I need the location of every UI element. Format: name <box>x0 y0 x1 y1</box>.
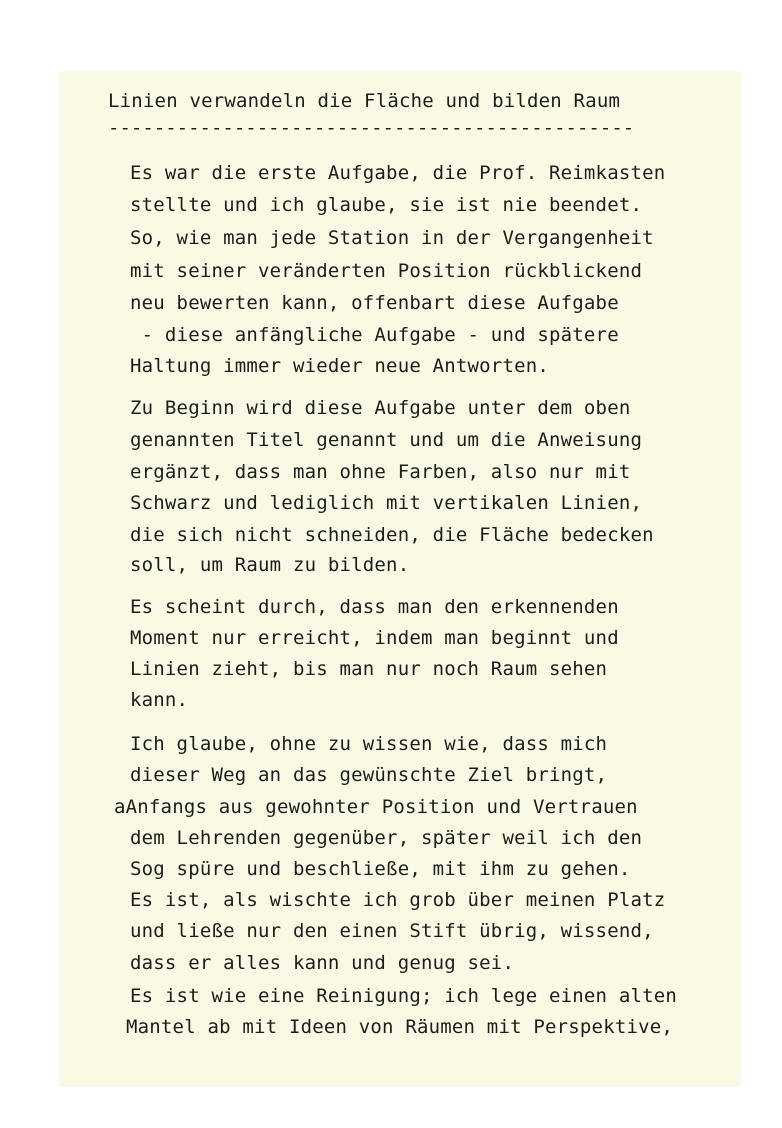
text-line: die sich nicht schneiden, die Fläche bedecken <box>130 524 654 546</box>
text-line: neu bewerten kann, offenbart diese Aufgabe <box>130 292 619 314</box>
text-line: stellte und ich glaube, sie ist nie beendet. <box>130 194 643 216</box>
document-title: Linien verwandeln die Fläche und bilden Raum <box>108 90 621 112</box>
text-line: Es scheint durch, dass man den erkennenden <box>130 596 619 618</box>
text-line: So, wie man jede Station in der Vergangenheit <box>130 227 654 249</box>
title-underline: ---------------------------------------------- <box>108 117 635 139</box>
text-line: Haltung immer wieder neue Antworten. <box>130 355 550 377</box>
text-line: dass er alles kann und genug sei. <box>130 952 515 974</box>
text-line: Zu Beginn wird diese Aufgabe unter dem oben <box>130 397 631 419</box>
text-line: soll, um Raum zu bilden. <box>130 554 410 576</box>
text-line: dem Lehrenden gegenüber, später weil ich den <box>130 827 643 849</box>
text-line: - diese anfängliche Aufgabe - und spätere <box>130 324 619 346</box>
text-line: Schwarz und lediglich mit vertikalen Linien, <box>130 492 643 514</box>
text-line: Sog spüre und beschließe, mit ihm zu gehen. <box>130 858 631 880</box>
text-line: dieser Weg an das gewünschte Ziel bringt, <box>130 764 608 786</box>
text-line: Es ist wie eine Reinigung; ich lege einen alten <box>130 985 678 1007</box>
text-line: Moment nur erreicht, indem man beginnt und <box>130 627 619 649</box>
text-line: genannten Titel genannt und um die Anweisung <box>130 429 643 451</box>
text-line: Es war die erste Aufgabe, die Prof. Reimkasten <box>130 162 666 184</box>
text-line: kann. <box>130 689 189 711</box>
text-line: Linien zieht, bis man nur noch Raum sehen <box>130 658 608 680</box>
text-line: Ich glaube, ohne zu wissen wie, dass mich <box>130 733 608 755</box>
text-line-correction: aAnfangs aus gewohnter Position und Vertrauen <box>114 796 638 818</box>
text-line: mit seiner veränderten Position rückblickend <box>130 260 643 282</box>
text-line: Es ist, als wischte ich grob über meinen Platz <box>130 889 666 911</box>
text-line: Mantel ab mit Ideen von Räumen mit Perspektive, <box>126 1016 674 1038</box>
text-line: und ließe nur den einen Stift übrig, wissend, <box>130 920 654 942</box>
text-line: ergänzt, dass man ohne Farben, also nur mit <box>130 461 631 483</box>
